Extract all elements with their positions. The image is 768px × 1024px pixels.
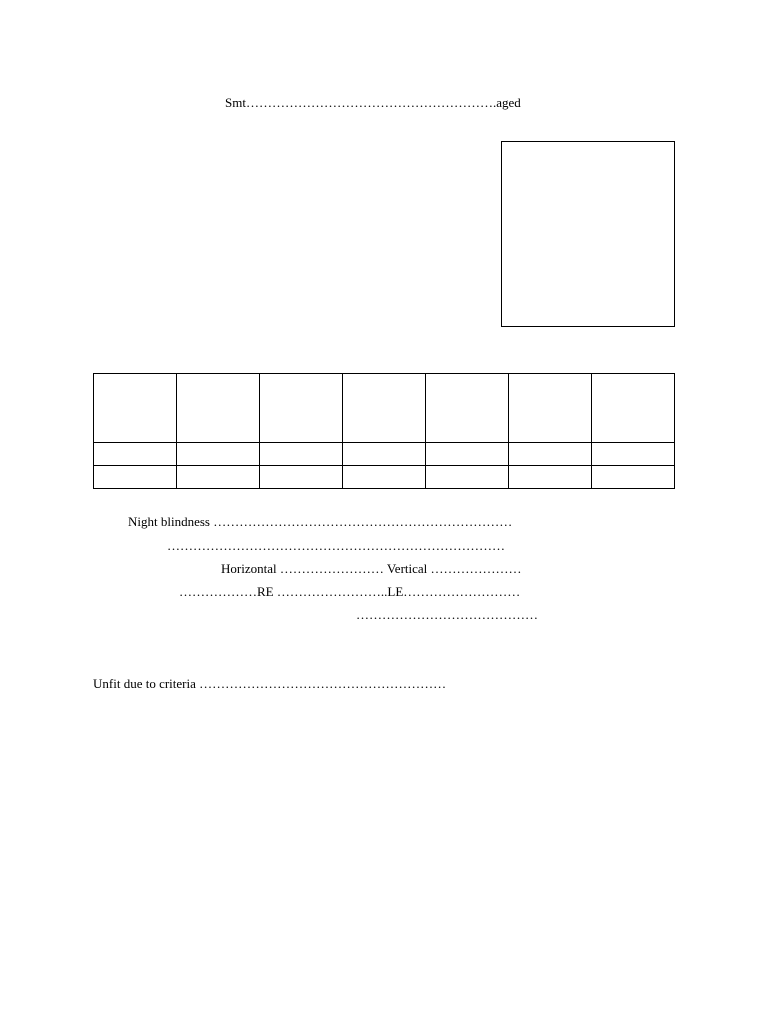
horizontal-vertical-line <box>221 561 522 577</box>
le-label: LE <box>387 584 404 599</box>
continuation-line <box>167 538 505 554</box>
photo-box <box>501 141 675 327</box>
smt-label: Smt <box>225 95 246 110</box>
table-cell[interactable] <box>343 443 426 466</box>
le-blank[interactable]: ……………………… <box>403 584 521 599</box>
table-cell[interactable] <box>509 466 592 489</box>
vertical-blank[interactable]: ………………… <box>430 561 522 576</box>
re-prefix-blank[interactable]: ……………… <box>179 584 257 599</box>
patient-name-line <box>225 95 521 111</box>
table-cell[interactable] <box>343 466 426 489</box>
table-cell[interactable] <box>177 466 260 489</box>
table-cell[interactable] <box>177 374 260 443</box>
re-le-line <box>179 584 520 600</box>
vision-table <box>93 373 675 489</box>
table-cell[interactable] <box>260 466 343 489</box>
final-blank-line <box>356 607 538 623</box>
table-cell[interactable] <box>426 443 509 466</box>
table-cell[interactable] <box>592 443 675 466</box>
table-cell[interactable] <box>509 374 592 443</box>
table-cell[interactable] <box>260 374 343 443</box>
table-row <box>94 443 675 466</box>
night-blindness-blank[interactable]: …………………………………………………………… <box>213 514 513 529</box>
aged-label: aged <box>496 95 521 110</box>
re-blank[interactable]: …………………….. <box>276 584 388 599</box>
horizontal-blank[interactable]: …………………… <box>279 561 384 576</box>
unfit-label: Unfit due to criteria <box>93 676 196 691</box>
table-cell[interactable] <box>509 443 592 466</box>
vertical-label: Vertical <box>386 561 428 576</box>
unfit-line <box>93 676 446 692</box>
table-cell[interactable] <box>177 443 260 466</box>
unfit-blank[interactable]: ………………………………………………… <box>199 676 447 691</box>
table-row <box>94 466 675 489</box>
night-blindness-label: Night blindness <box>128 514 210 529</box>
horizontal-label: Horizontal <box>221 561 277 576</box>
name-blank[interactable]: …………………………………………………. <box>245 95 497 110</box>
table-cell[interactable] <box>343 374 426 443</box>
table-cell[interactable] <box>426 374 509 443</box>
final-blank[interactable]: …………………………………… <box>356 607 538 622</box>
table-cell[interactable] <box>94 374 177 443</box>
table-cell[interactable] <box>260 443 343 466</box>
night-blindness-line <box>128 514 512 530</box>
continuation-blank[interactable]: …………………………………………………………………… <box>167 538 505 553</box>
table-cell[interactable] <box>94 466 177 489</box>
re-label: RE <box>257 584 274 599</box>
table-row <box>94 374 675 443</box>
table-cell[interactable] <box>592 466 675 489</box>
table-cell[interactable] <box>426 466 509 489</box>
table-cell[interactable] <box>94 443 177 466</box>
table-cell[interactable] <box>592 374 675 443</box>
